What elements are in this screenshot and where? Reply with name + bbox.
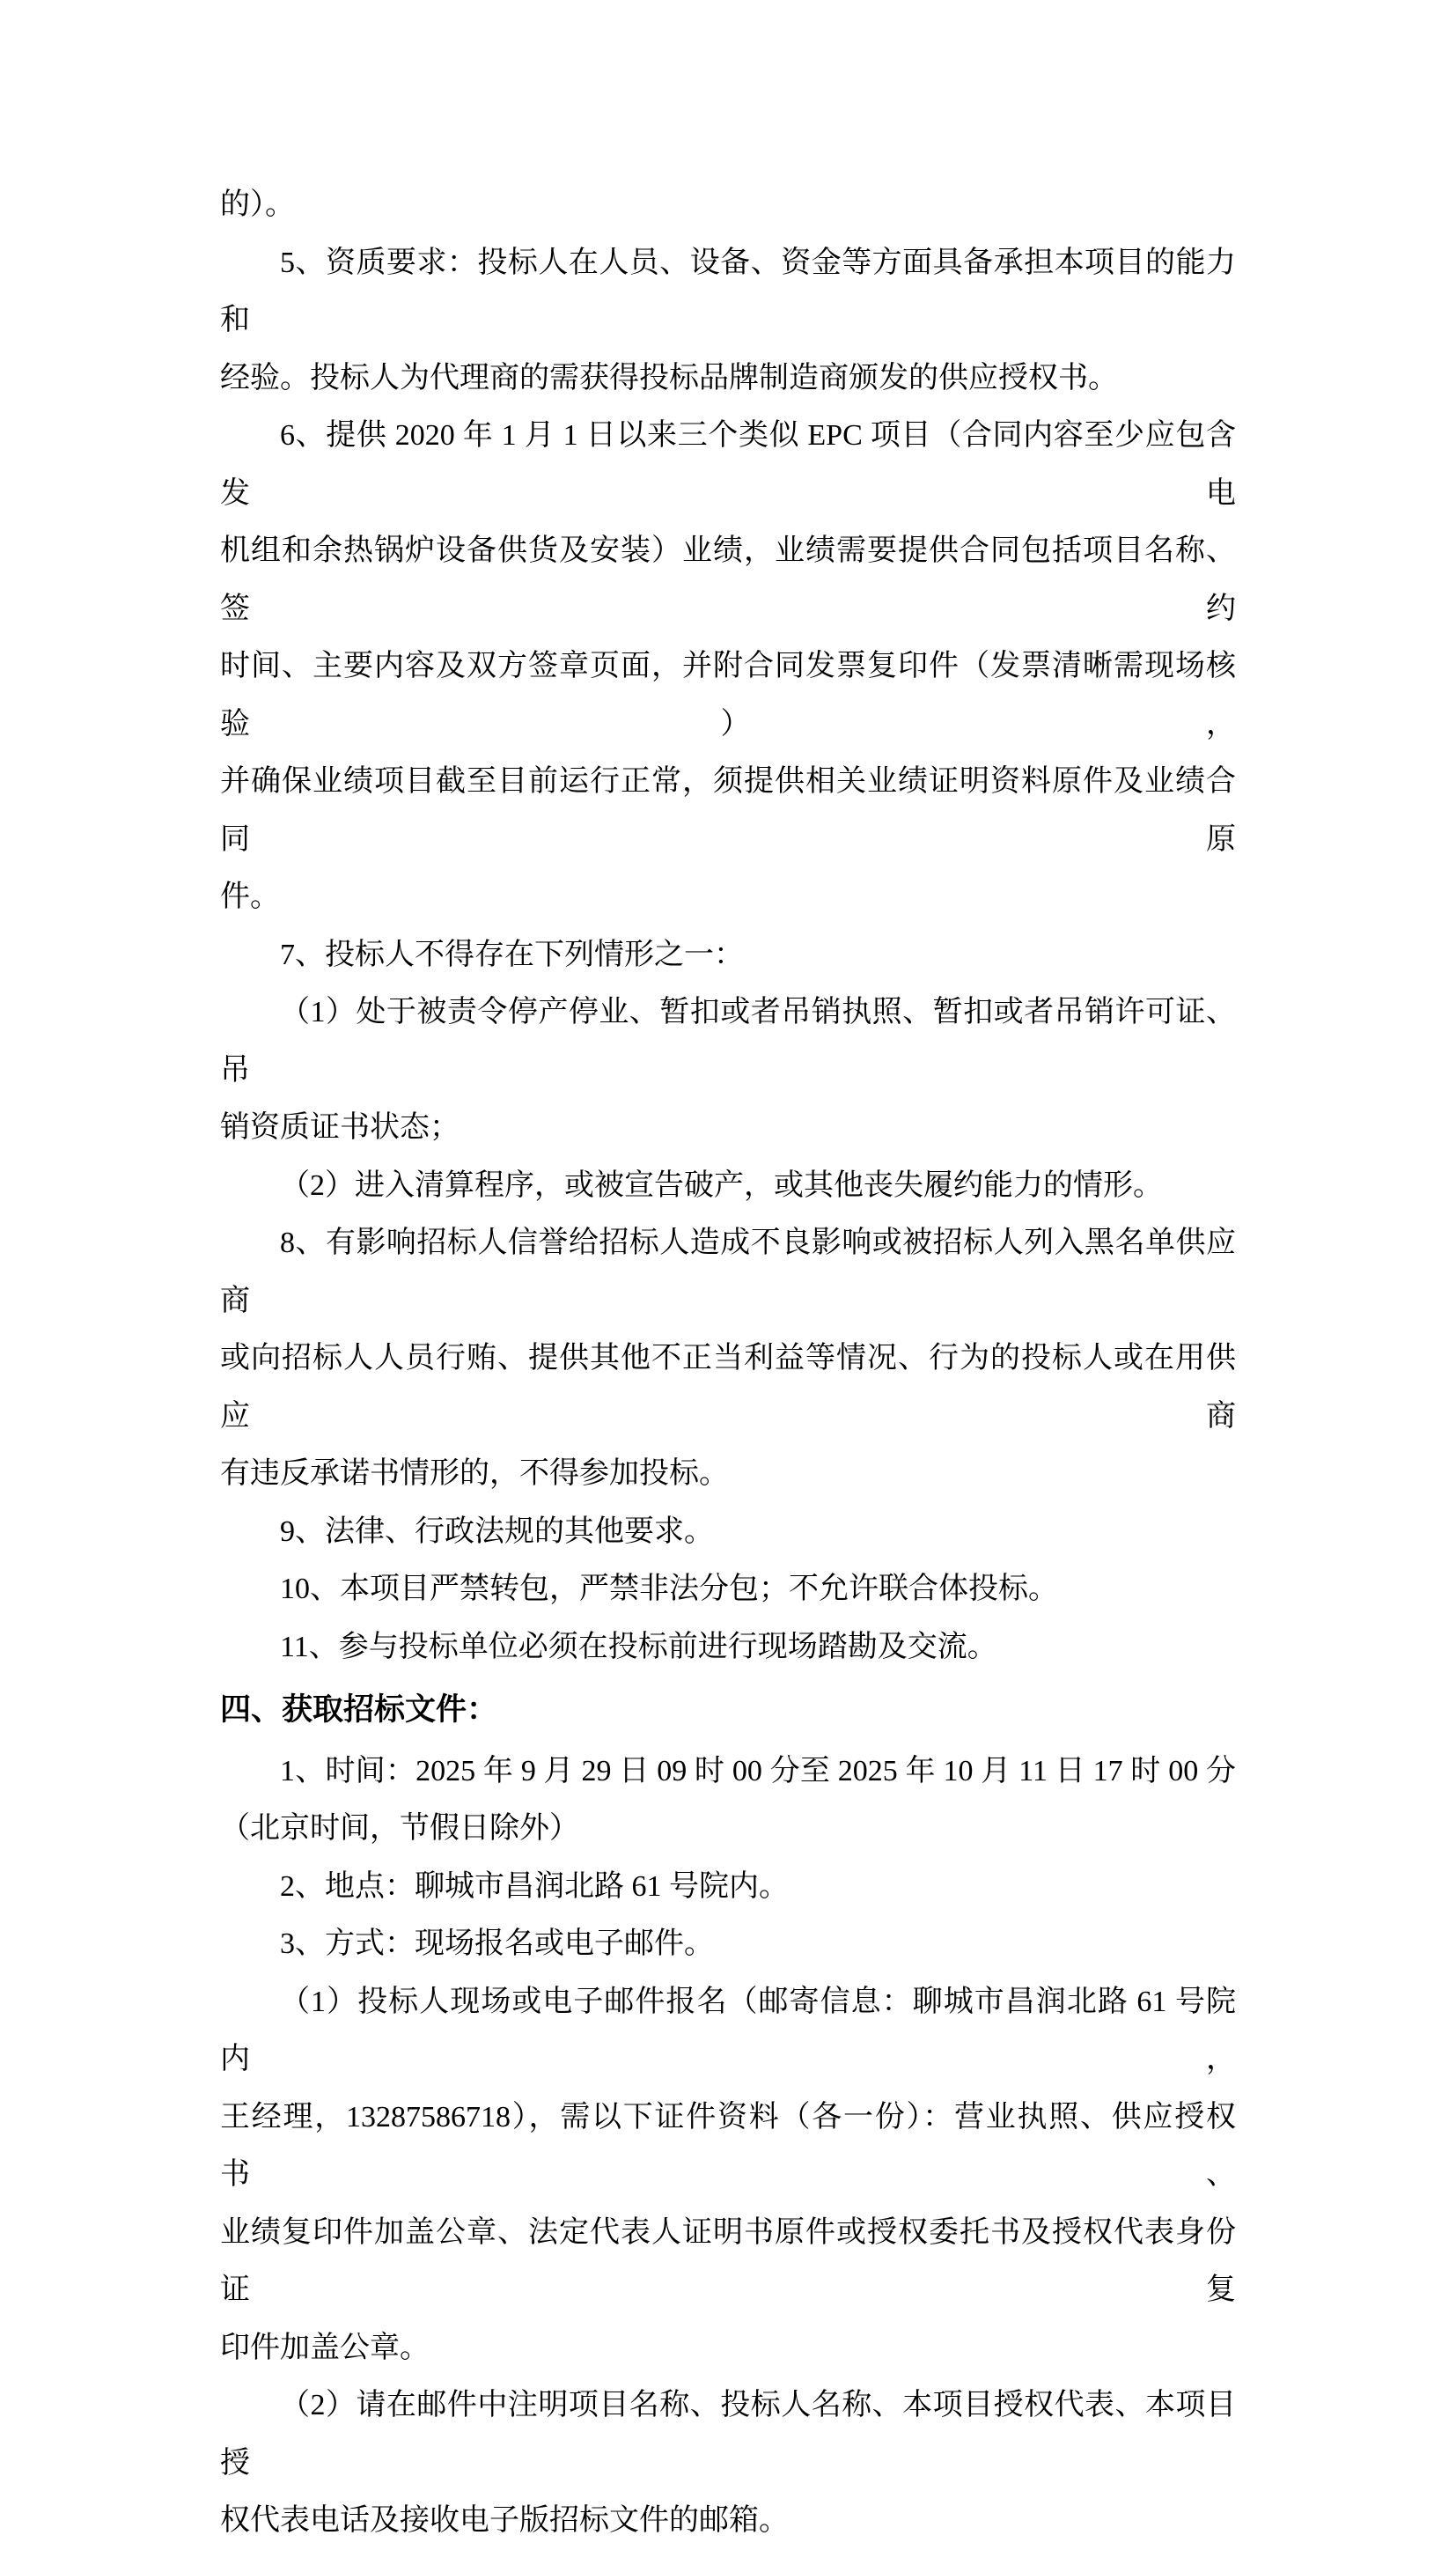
doc-line: （1）投标人现场或电子邮件报名（邮寄信息：聊城市昌润北路 61 号院内， (220, 1985, 1236, 2075)
doc-line: 销资质证书状态； (220, 1111, 460, 1144)
document-body (220, 176, 1236, 2550)
doc-line: 9、法律、行政法规的其他要求。 (280, 1515, 714, 1548)
doc-line: 8、有影响招标人信誉给招标人造成不良影响或被招标人列入黑名单供应商 (220, 1227, 1236, 1317)
section-heading-obtain-bid-documents: 四、获取招标文件： (220, 1692, 498, 1727)
doc-line: 5、资质要求：投标人在人员、设备、资金等方面具备承担本项目的能力和 (220, 246, 1236, 336)
doc-line: 并确保业绩项目截至目前运行正常，须提供相关业绩证明资料原件及业绩合同原 (220, 765, 1236, 856)
doc-line: 权代表电话及接收电子版招标文件的邮箱。 (220, 2504, 789, 2537)
doc-line: 2、地点：聊城市昌润北路 61 号院内。 (280, 1869, 789, 1903)
doc-line: 3、方式：现场报名或电子邮件。 (280, 1927, 714, 1960)
doc-line: 11、参与投标单位必须在投标前进行现场踏勘及交流。 (280, 1630, 997, 1663)
doc-line: 7、投标人不得存在下列情形之一： (280, 938, 744, 971)
doc-line: 件。 (220, 881, 280, 913)
doc-line: 王经理，13287586718），需以下证件资料（各一份）：营业执照、供应授权书、 (220, 2100, 1236, 2191)
doc-line: 印件加盖公章。 (220, 2331, 430, 2364)
doc-line: 有违反承诺书情形的，不得参加投标。 (220, 1457, 729, 1490)
doc-line: （1）处于被责令停产停业、暂扣或者吊销执照、暂扣或者吊销许可证、吊 (220, 996, 1236, 1087)
doc-line: 1、时间：2025 年 9 月 29 日 09 时 00 分至 2025 年 10 月 11 日 17 时 00 分 (280, 1754, 1236, 1787)
doc-line: （2）请在邮件中注明项目名称、投标人名称、本项目授权代表、本项目授 (220, 2389, 1236, 2480)
doc-line: 经验。投标人为代理商的需获得投标品牌制造商颁发的供应授权书。 (220, 361, 1118, 394)
doc-line: 业绩复印件加盖公章、法定代表人证明书原件或授权委托书及授权代表身份证复 (220, 2215, 1236, 2306)
doc-line: 机组和余热锅炉设备供货及安装）业绩，业绩需要提供合同包括项目名称、签约 (220, 534, 1236, 625)
doc-line: 6、提供 2020 年 1 月 1 日以来三个类似 EPC 项目（合同内容至少应包含发电 (220, 419, 1236, 510)
doc-line: 10、本项目严禁转包，严禁非法分包；不允许联合体投标。 (280, 1573, 1058, 1605)
doc-line: （2）进入清算程序，或被宣告破产，或其他丧失履约能力的情形。 (280, 1168, 1163, 1202)
doc-line: 的）。 (220, 188, 295, 221)
doc-line: 时间、主要内容及双方签章页面，并附合同发票复印件（发票清晰需现场核验）， (220, 650, 1236, 741)
doc-line: （北京时间，节假日除外） (220, 1812, 579, 1845)
doc-line: 或向招标人人员行贿、提供其他不正当利益等情况、行为的投标人或在用供应商 (220, 1342, 1236, 1433)
